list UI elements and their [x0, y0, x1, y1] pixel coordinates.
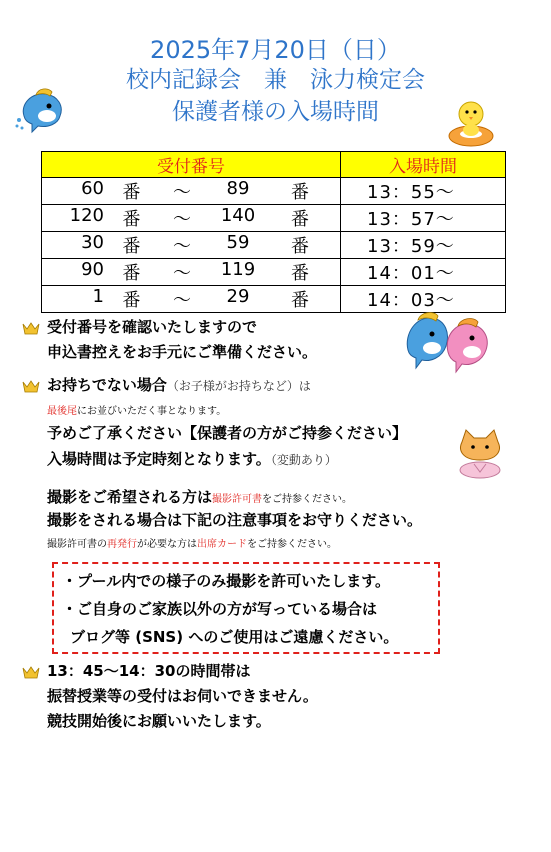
note3-small-line	[47, 535, 337, 550]
range-from: 1	[92, 286, 104, 307]
header-entry-time: 入場時間	[341, 152, 506, 178]
range-to: 59	[226, 232, 250, 253]
photo-rules-box	[52, 562, 440, 654]
reception-range-cell	[42, 178, 341, 205]
ban-label: 番	[122, 290, 141, 311]
note3-small-red1: 再発行	[107, 539, 137, 550]
box-line1: ・プール内での様子のみ撮影を許可いたします。	[62, 572, 391, 590]
tilde: ～	[173, 263, 191, 284]
note1-line2: 申込書控えをお手元にご準備ください。	[47, 343, 318, 361]
crown-icon	[22, 380, 40, 393]
title-event: 校内記録会 兼 泳力検定会	[126, 67, 425, 93]
note2-line4-main: 入場時間は予定時刻となります。	[47, 450, 271, 468]
chick-swim-ring	[445, 96, 497, 150]
note2-paren: （お子様がお持ちなど）は	[166, 379, 311, 393]
note3-small-b: が必要な方は	[137, 539, 197, 550]
entry-time-table	[41, 151, 506, 313]
note4-line2: 振替授業等の受付はお伺いできません。	[47, 687, 318, 705]
title-date: 2025年7月20日（日）	[150, 36, 401, 64]
entry-time-cell: 13：57～	[341, 205, 506, 232]
table-row	[42, 205, 506, 232]
dolphin-mascot	[14, 86, 72, 134]
box-line2: ・ご自身のご家族以外の方が写っている場合は	[62, 600, 378, 618]
crown-icon	[22, 322, 40, 335]
ban-label: 番	[122, 236, 141, 257]
note3-small-c: をご持参ください。	[247, 539, 337, 550]
entry-time-cell: 13：55～	[341, 178, 506, 205]
table-row	[42, 232, 506, 259]
note2-small-line	[47, 402, 226, 417]
ban-label: 番	[291, 236, 309, 257]
tilde: ～	[173, 236, 191, 257]
note4-line3: 競技開始後にお願いいたします。	[47, 712, 271, 730]
ban-label: 番	[122, 182, 141, 203]
reception-range-cell	[42, 232, 341, 259]
crown-icon	[22, 666, 40, 679]
reception-range-cell	[42, 259, 341, 286]
note2-line4	[47, 448, 337, 469]
range-to: 89	[226, 178, 250, 199]
note2-line1	[47, 374, 311, 395]
title-subject: 保護者様の入場時間	[172, 99, 379, 125]
ban-label: 番	[122, 209, 141, 230]
note3-small-a: 撮影許可書の	[47, 539, 107, 550]
ban-label: 番	[122, 263, 141, 284]
range-from: 90	[81, 259, 104, 280]
note3-small-red2: 出席カード	[197, 539, 247, 550]
entry-time-cell: 14：01～	[341, 259, 506, 286]
note4-line1: 13：45～14：30の時間帯は	[47, 662, 251, 680]
reception-range-cell	[42, 286, 341, 313]
tilde: ～	[173, 290, 191, 311]
table-header-row	[42, 152, 506, 178]
reception-range-cell	[42, 205, 341, 232]
ban-label: 番	[291, 263, 309, 284]
tilde: ～	[173, 182, 191, 203]
entry-time-cell: 14：03～	[341, 286, 506, 313]
note3-line1	[47, 486, 352, 507]
box-line3: ブログ等 (SNS) へのご使用はご遠慮ください。	[70, 628, 399, 646]
range-to: 119	[220, 259, 256, 280]
note2-small-red: 最後尾	[47, 406, 77, 417]
ban-label: 番	[291, 182, 309, 203]
note2-line3: 予めご了承ください【保護者の方がご持参ください】	[47, 424, 408, 442]
range-from: 60	[81, 178, 104, 199]
dolphin-pair-mascot	[402, 306, 494, 376]
range-from: 30	[81, 232, 104, 253]
range-to: 140	[220, 205, 256, 226]
note3-line1-main: 撮影をご希望される方は	[47, 488, 213, 506]
note3-line1-rest: をご持参ください。	[262, 494, 353, 505]
range-to: 29	[226, 286, 250, 307]
ban-label: 番	[291, 290, 309, 311]
note3-line1-red: 撮影許可書	[212, 494, 263, 505]
entry-time-cell: 13：59～	[341, 232, 506, 259]
table-row	[42, 178, 506, 205]
cat-mascot	[452, 428, 508, 480]
range-from: 120	[69, 205, 104, 226]
tilde: ～	[173, 209, 191, 230]
note1-line1: 受付番号を確認いたしますので	[47, 318, 258, 336]
note2-main: お持ちでない場合	[47, 376, 167, 394]
header-reception-number: 受付番号	[42, 152, 341, 178]
note3-line2: 撮影をされる場合は下記の注意事項をお守りください。	[47, 511, 423, 529]
note2-line4-note: （変動あり）	[270, 453, 337, 467]
table-row	[42, 259, 506, 286]
ban-label: 番	[291, 209, 309, 230]
note2-small-rest: にお並びいただく事となります。	[77, 406, 227, 417]
